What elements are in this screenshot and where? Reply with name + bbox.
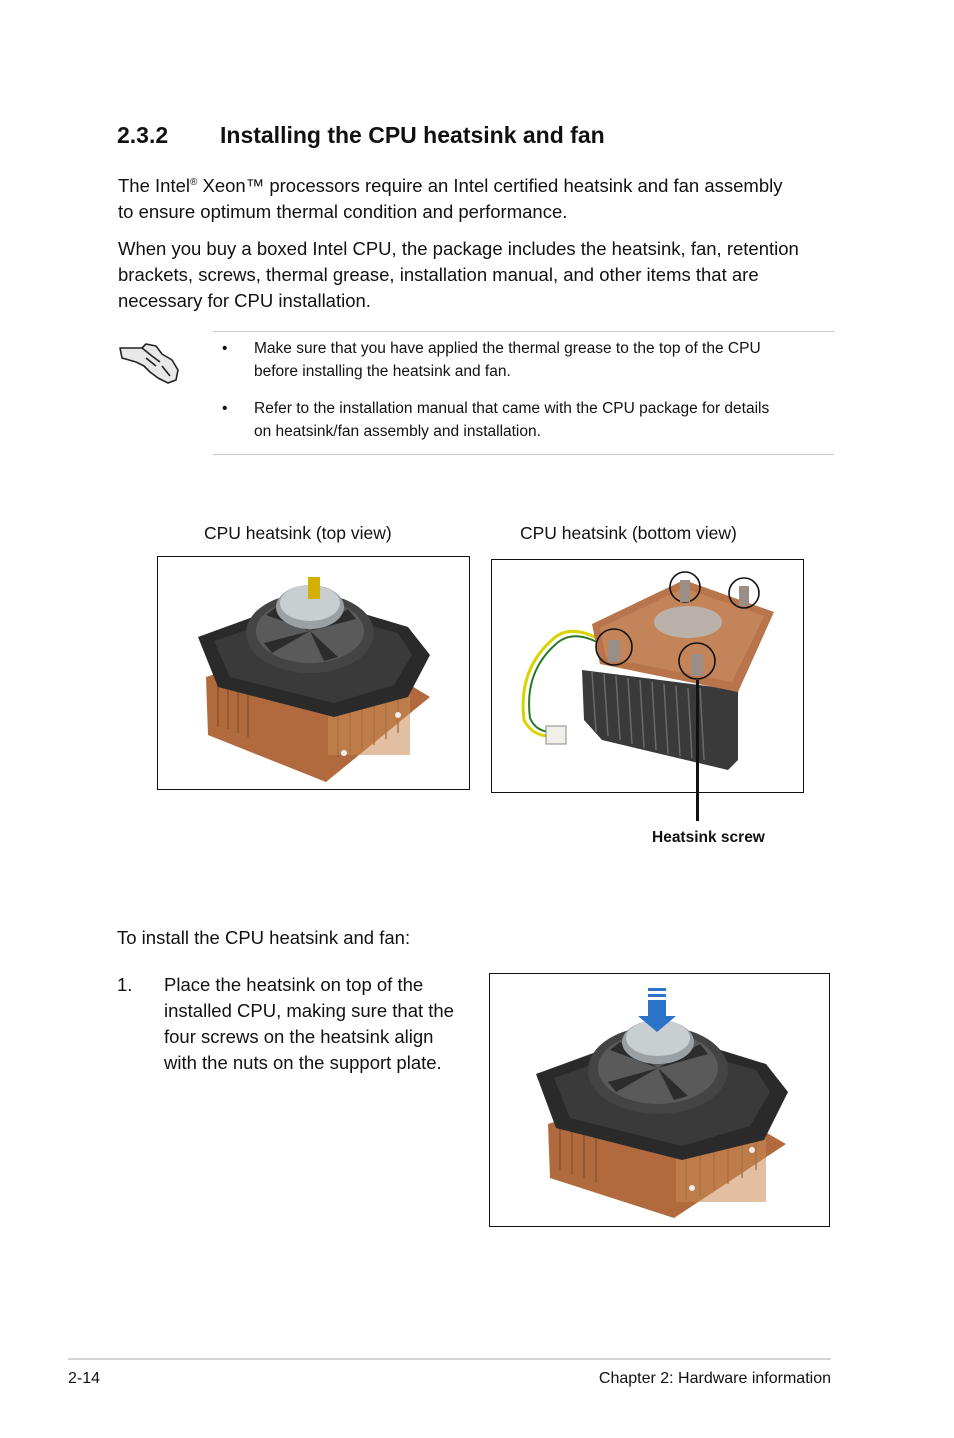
note-text: before installing the heatsink and fan.: [254, 363, 511, 380]
section-title: Installing the CPU heatsink and fan: [220, 122, 605, 148]
heatsink-screw-label: Heatsink screw: [652, 829, 765, 846]
steps-intro: To install the CPU heatsink and fan:: [117, 927, 411, 948]
step-1-figure: [489, 973, 830, 1227]
section-number: 2.3.2: [117, 122, 169, 148]
intro-paragraph-1: [118, 170, 848, 225]
step-1: [117, 972, 454, 1076]
note-item-1: [222, 337, 834, 383]
top-view-caption: CPU heatsink (top view): [204, 523, 392, 543]
intro-text: The Intel: [118, 175, 190, 197]
intro-text: When you buy a boxed Intel CPU, the package includes the heatsink, fan, retention: [118, 238, 799, 259]
registered-mark: ®: [190, 177, 198, 188]
step-number: 1.: [117, 974, 133, 995]
pointing-hand-icon: [116, 336, 182, 391]
heatsink-top-view-figure: [157, 556, 470, 790]
bullet: •: [222, 340, 228, 357]
step-text: with the nuts on the support plate.: [164, 1052, 442, 1073]
intro-paragraph-2: [118, 236, 848, 314]
bullet: •: [222, 400, 228, 417]
note-bottom-rule: [213, 454, 834, 455]
bottom-view-caption: CPU heatsink (bottom view): [520, 523, 737, 543]
screw-leader-line: [696, 680, 699, 821]
note-text: Refer to the installation manual that came with the CPU package for details: [254, 400, 770, 417]
note-text: Make sure that you have applied the thermal grease to the top of the CPU: [254, 340, 761, 357]
step-text: four screws on the heatsink align: [164, 1026, 434, 1047]
note-text: on heatsink/fan assembly and installation.: [254, 423, 541, 440]
step-text: installed CPU, making sure that the: [164, 1000, 454, 1021]
section-heading: [117, 122, 605, 149]
step-text: Place the heatsink on top of the: [164, 974, 424, 995]
note-top-rule: [213, 331, 834, 332]
intro-text: necessary for CPU installation.: [118, 290, 371, 311]
intro-text: to ensure optimum thermal condition and performance.: [118, 201, 568, 223]
intro-text: brackets, screws, thermal grease, installation manual, and other items that are: [118, 264, 759, 285]
page-number: 2-14: [68, 1370, 101, 1387]
intro-text: Xeon™ processors require an Intel certified heatsink and fan assembly: [197, 175, 783, 197]
footer-rule: [68, 1358, 831, 1360]
note-item-2: [222, 397, 834, 443]
heatsink-bottom-view-figure: [491, 559, 804, 793]
chapter-title: Chapter 2: Hardware information: [598, 1370, 831, 1387]
